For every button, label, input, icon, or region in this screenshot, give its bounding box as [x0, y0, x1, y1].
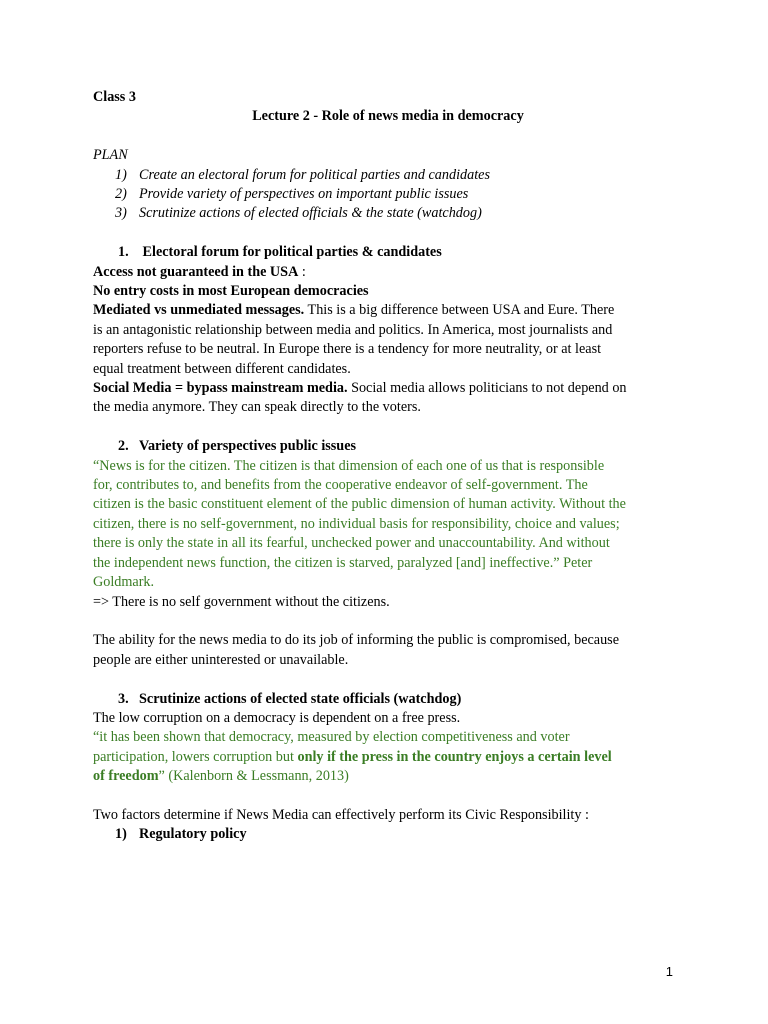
spacer	[93, 787, 683, 806]
plan-item-text: Create an electoral forum for political parties and candidates	[139, 166, 490, 183]
factors-line: Two factors determine if News Media can effectively perform its Civic Responsibility :	[93, 806, 589, 823]
policy-text: Regulatory policy	[139, 826, 247, 843]
policy-number: 1)	[115, 826, 127, 843]
corruption-line: The low corruption on a democracy is dependent on a free press.	[93, 709, 461, 726]
section-number: 3.	[118, 690, 129, 707]
spacer	[93, 418, 683, 437]
quote-line: citizen, there is no self-government, no individual basis for responsibility, choice and values;	[93, 515, 620, 532]
plan-item-text: Scrutinize actions of elected officials & the state (watchdog)	[139, 205, 482, 222]
plan-item-text: Provide variety of perspectives on important public issues	[139, 186, 469, 203]
section-title: Variety of perspectives public issues	[139, 438, 357, 455]
quote-line	[93, 767, 683, 786]
spacer	[93, 224, 683, 243]
quote-line: there is only the state in all its fearful, unchecked power and unaccountability. And without	[93, 535, 610, 552]
social-bold-text: Social Media = bypass mainstream media.	[93, 380, 348, 397]
section-title: Scrutinize actions of elected state officials (watchdog)	[139, 690, 462, 707]
spacer	[93, 670, 683, 689]
plan-item-number: 1)	[115, 166, 127, 183]
plan-item	[93, 166, 683, 185]
quote-line: “it has been shown that democracy, measured by election competitiveness and voter	[93, 729, 570, 746]
plan-item-number: 2)	[115, 186, 127, 203]
social-text: Social media allows politicians to not depend on	[347, 380, 627, 397]
spacer	[93, 127, 683, 146]
lecture-title: Lecture 2 - Role of news media in democracy	[252, 108, 524, 125]
quote-line: for, contributes to, and benefits from the cooperative endeavor of self-government. The	[93, 477, 588, 494]
section-2-heading	[93, 437, 683, 456]
section-number: 1.	[118, 244, 129, 261]
page-number: 1	[665, 964, 673, 979]
plan-item	[93, 204, 683, 223]
policy-item	[93, 825, 683, 844]
quote-line: “News is for the citizen. The citizen is that dimension of each one of us that is responsible	[93, 457, 605, 474]
quote-plain-text: participation, lowers corruption but	[93, 748, 298, 765]
quote-line: the independent news function, the citizen is starved, paralyzed [and] ineffective.” Peter	[93, 554, 593, 571]
section-1-heading	[93, 243, 683, 262]
quote-line: Goldmark.	[93, 574, 155, 591]
mediated-bold-text: Mediated vs unmediated messages.	[93, 302, 305, 319]
plan-item	[93, 185, 683, 204]
access-rest-text: :	[298, 263, 306, 280]
quote-bold-text: only if the press in the country enjoys a certain level	[297, 748, 612, 765]
social-line-2: the media anymore. They can speak directly to the voters.	[93, 399, 421, 416]
plan-item-number: 3)	[115, 205, 127, 222]
social-line-1	[93, 379, 683, 398]
mediated-line-3: reporters refuse to be neutral. In Europe there is a tendency for more neutrality, or at least	[93, 341, 602, 358]
mediated-line-1	[93, 301, 683, 320]
conclusion-line: => There is no self government without the citizens.	[93, 593, 390, 610]
section-3-heading	[93, 690, 683, 709]
mediated-line-2: is an antagonistic relationship between media and politics. In America, most journalists and	[93, 321, 613, 338]
spacer	[93, 612, 683, 631]
section-number: 2.	[118, 438, 129, 455]
quote-line: citizen is the basic constituent element of the public dimension of human activity. Without the	[93, 496, 626, 513]
access-bold-text: Access not guaranteed in the USA	[93, 263, 299, 280]
section-title: Electoral forum for political parties & candidates	[142, 244, 442, 261]
document-page	[93, 88, 683, 845]
ability-line-1: The ability for the news media to do its job of informing the public is compromised, because	[93, 632, 620, 649]
mediated-text: This is a big difference between USA and Eure. There	[304, 302, 615, 319]
ability-line-2: people are either uninterested or unavailable.	[93, 651, 349, 668]
no-entry-line: No entry costs in most European democracies	[93, 283, 369, 300]
quote-line	[93, 748, 683, 767]
access-line	[93, 263, 683, 282]
class-title: Class 3	[93, 89, 136, 105]
quote-citation-text: ” (Kalenborn & Lessmann, 2013)	[158, 768, 349, 785]
plan-label: PLAN	[93, 147, 128, 164]
mediated-line-4: equal treatment between different candidates.	[93, 360, 351, 377]
quote-bold-text: of freedom	[93, 768, 159, 785]
